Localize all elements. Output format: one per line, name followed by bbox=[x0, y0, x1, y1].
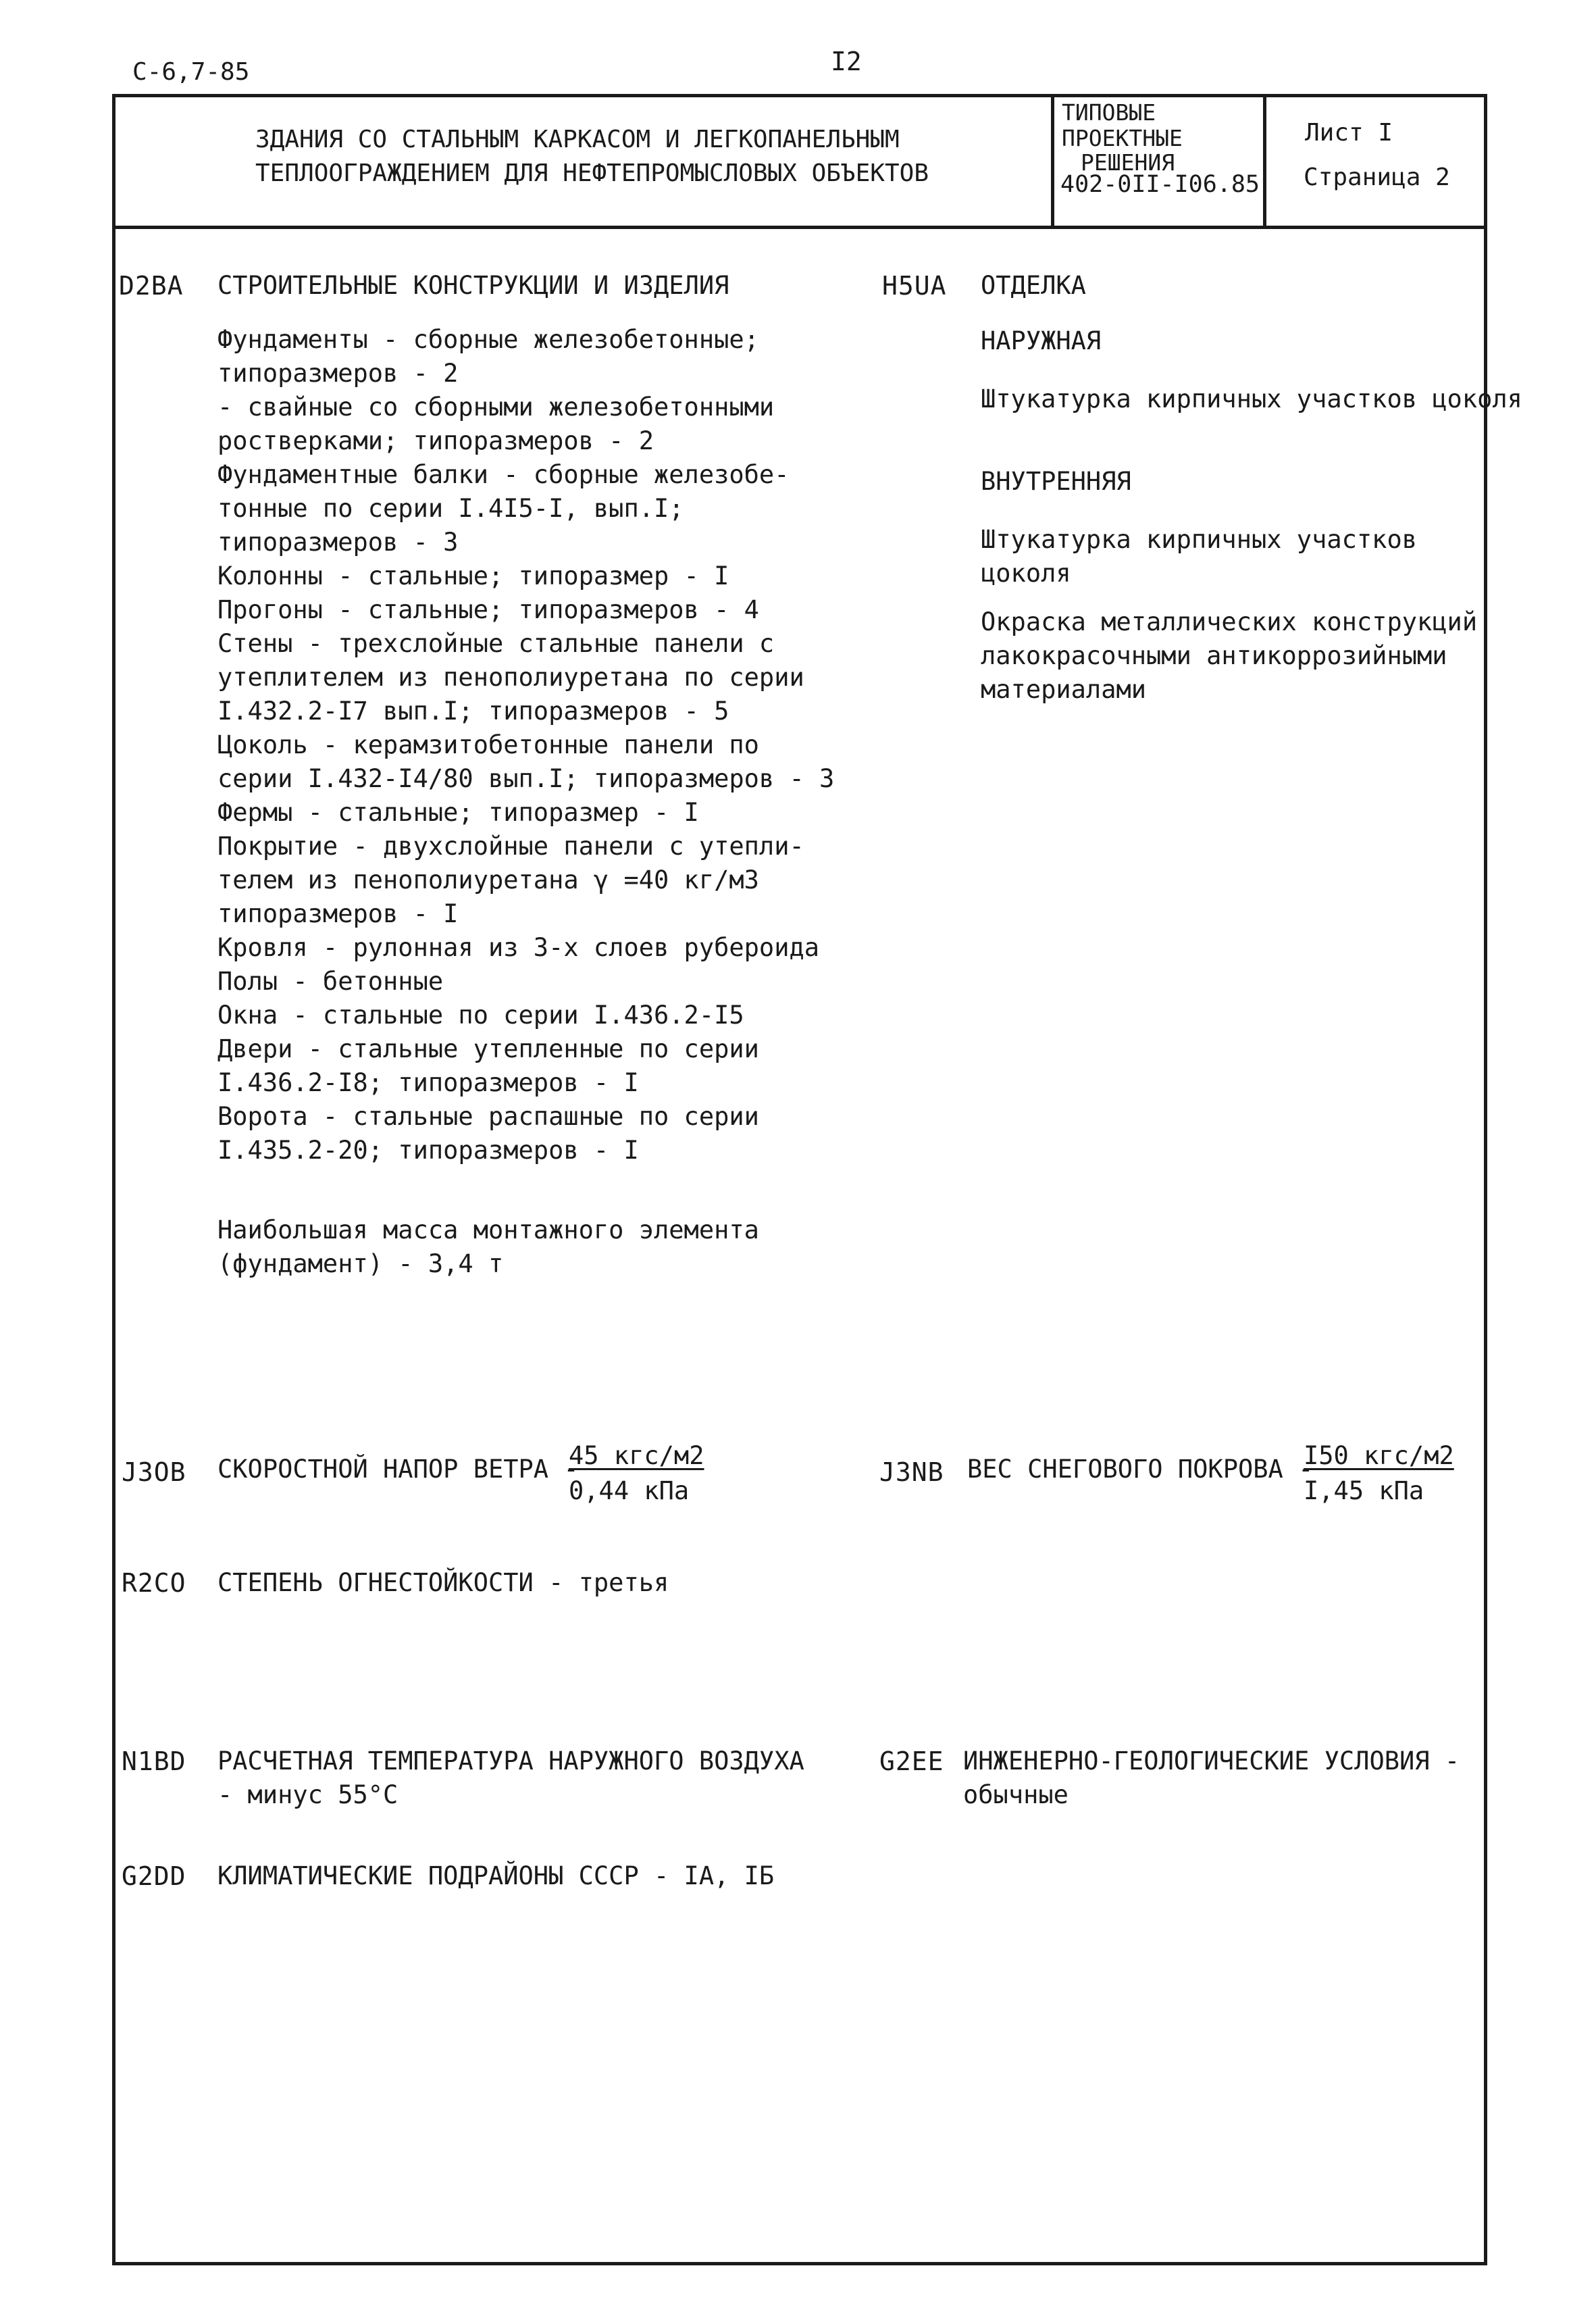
section-code-finishing: H5UA bbox=[882, 271, 947, 301]
header-divider bbox=[112, 226, 1487, 229]
outer-finishing-label: НАРУЖНАЯ bbox=[981, 326, 1102, 355]
wind-label: СКОРОСТНОЙ НАПОР ВЕТРА - bbox=[217, 1455, 579, 1484]
construction-line: типоразмеров - I bbox=[217, 899, 459, 928]
construction-line: I.436.2-I8; типоразмеров - I bbox=[217, 1068, 639, 1097]
inner-finishing-text-2: цоколя bbox=[981, 559, 1071, 588]
construction-line: Прогоны - стальные; типоразмеров - 4 bbox=[217, 595, 759, 624]
climate-text: КЛИМАТИЧЕСКИЕ ПОДРАЙОНЫ СССР - IА, IБ bbox=[217, 1861, 775, 1890]
outer-finishing-text: Штукатурка кирпичных участков цоколя bbox=[981, 384, 1522, 413]
geology-line-2: обычные bbox=[963, 1780, 1069, 1809]
construction-line: Двери - стальные утепленные по серии bbox=[217, 1034, 759, 1063]
construction-line: ростверками; типоразмеров - 2 bbox=[217, 426, 654, 455]
paint-line-3: материалами bbox=[981, 675, 1147, 704]
construction-line: серии I.432-I4/80 вып.I; типоразмеров - 3 bbox=[217, 764, 835, 793]
temperature-line-1: РАСЧЕТНАЯ ТЕМПЕРАТУРА НАРУЖНОГО ВОЗДУХА bbox=[217, 1746, 804, 1776]
series-number: 402-0II-I06.85 bbox=[1060, 171, 1260, 198]
series-line-3: РЕШЕНИЯ bbox=[1081, 149, 1175, 176]
title-line-2: ТЕПЛООГРАЖДЕНИЕМ ДЛЯ НЕФТЕПРОМЫСЛОВЫХ ОБЪЕКТОВ bbox=[255, 159, 929, 187]
construction-line: I.435.2-20; типоразмеров - I bbox=[217, 1136, 639, 1165]
construction-line: тонные по серии I.4I5-I, вып.I; bbox=[217, 494, 684, 523]
construction-line: телем из пенополиуретана γ =40 кг/м3 bbox=[217, 865, 759, 895]
finishing-heading: ОТДЕЛКА bbox=[981, 271, 1086, 300]
construction-line: Цоколь - керамзитобетонные панели по bbox=[217, 730, 759, 759]
temperature-code: N1BD bbox=[122, 1746, 186, 1776]
inner-finishing-text-1: Штукатурка кирпичных участков bbox=[981, 525, 1418, 554]
inner-finishing-label: ВНУТРЕННЯЯ bbox=[981, 467, 1131, 496]
construction-line: типоразмеров - 3 bbox=[217, 528, 459, 557]
sheet-label: Лист I bbox=[1305, 119, 1393, 147]
construction-line: Фундаменты - сборные железобетонные; bbox=[217, 325, 759, 354]
section-code-construction: D2BA bbox=[119, 271, 184, 301]
construction-line: Колонны - стальные; типоразмер - I bbox=[217, 561, 729, 590]
temperature-line-2: - минус 55°С bbox=[217, 1780, 398, 1809]
construction-list bbox=[217, 323, 834, 1167]
construction-line: Кровля - рулонная из 3-х слоев рубероида bbox=[217, 933, 820, 962]
wind-numerator: 45 кгс/м2 bbox=[569, 1441, 704, 1470]
mass-line-2: (фундамент) - 3,4 т bbox=[217, 1249, 504, 1278]
mass-line-1: Наибольшая масса монтажного элемента bbox=[217, 1215, 759, 1244]
construction-line: - свайные со сборными железобетонными bbox=[217, 393, 775, 422]
construction-line: Покрытие - двухслойные панели с утепли- bbox=[217, 832, 804, 861]
climate-code: G2DD bbox=[122, 1861, 186, 1891]
title-line-1: ЗДАНИЯ СО СТАЛЬНЫМ КАРКАСОМ И ЛЕГКОПАНЕЛЬНЫМ bbox=[255, 126, 900, 153]
fire-text: СТЕПЕНЬ ОГНЕСТОЙКОСТИ - третья bbox=[217, 1568, 669, 1597]
geology-code: G2EE bbox=[879, 1746, 944, 1776]
construction-line: Стены - трехслойные стальные панели с bbox=[217, 629, 775, 658]
snow-numerator: I50 кгс/м2 bbox=[1304, 1441, 1454, 1470]
header-separator-1 bbox=[1051, 94, 1054, 228]
geology-line-1: ИНЖЕНЕРНО-ГЕОЛОГИЧЕСКИЕ УСЛОВИЯ - bbox=[963, 1746, 1460, 1776]
fire-code: R2CO bbox=[122, 1568, 186, 1598]
construction-line: Ворота - стальные распашные по серии bbox=[217, 1102, 759, 1131]
header-separator-2 bbox=[1263, 94, 1266, 228]
page-label: Страница 2 bbox=[1304, 164, 1450, 191]
series-line-1: ТИПОВЫЕ bbox=[1062, 99, 1156, 126]
construction-line: типоразмеров - 2 bbox=[217, 359, 459, 388]
construction-line: Полы - бетонные bbox=[217, 967, 444, 996]
paint-line-1: Окраска металлических конструкций bbox=[981, 607, 1478, 636]
snow-label: ВЕС СНЕГОВОГО ПОКРОВА - bbox=[967, 1455, 1314, 1484]
construction-line: I.432.2-I7 вып.I; типоразмеров - 5 bbox=[217, 697, 729, 726]
construction-line: Окна - стальные по серии I.436.2-I5 bbox=[217, 1001, 744, 1030]
wind-code: J3OB bbox=[122, 1457, 186, 1487]
construction-line: Фермы - стальные; типоразмер - I bbox=[217, 798, 699, 827]
corner-code: С-6,7-85 bbox=[132, 58, 250, 86]
construction-line: Фундаментные балки - сборные железобе- bbox=[217, 460, 790, 489]
wind-denominator: 0,44 кПа bbox=[569, 1476, 690, 1505]
paint-line-2: лакокрасочными антикоррозийными bbox=[981, 641, 1447, 670]
snow-code: J3NB bbox=[879, 1457, 944, 1487]
construction-line: утеплителем из пенополиуретана по серии bbox=[217, 663, 804, 692]
construction-heading: СТРОИТЕЛЬНЫЕ КОНСТРУКЦИИ И ИЗДЕЛИЯ bbox=[217, 271, 729, 300]
page-number: I2 bbox=[831, 47, 862, 76]
snow-denominator: I,45 кПа bbox=[1304, 1476, 1424, 1505]
series-line-2: ПРОЕКТНЫЕ bbox=[1062, 125, 1183, 151]
